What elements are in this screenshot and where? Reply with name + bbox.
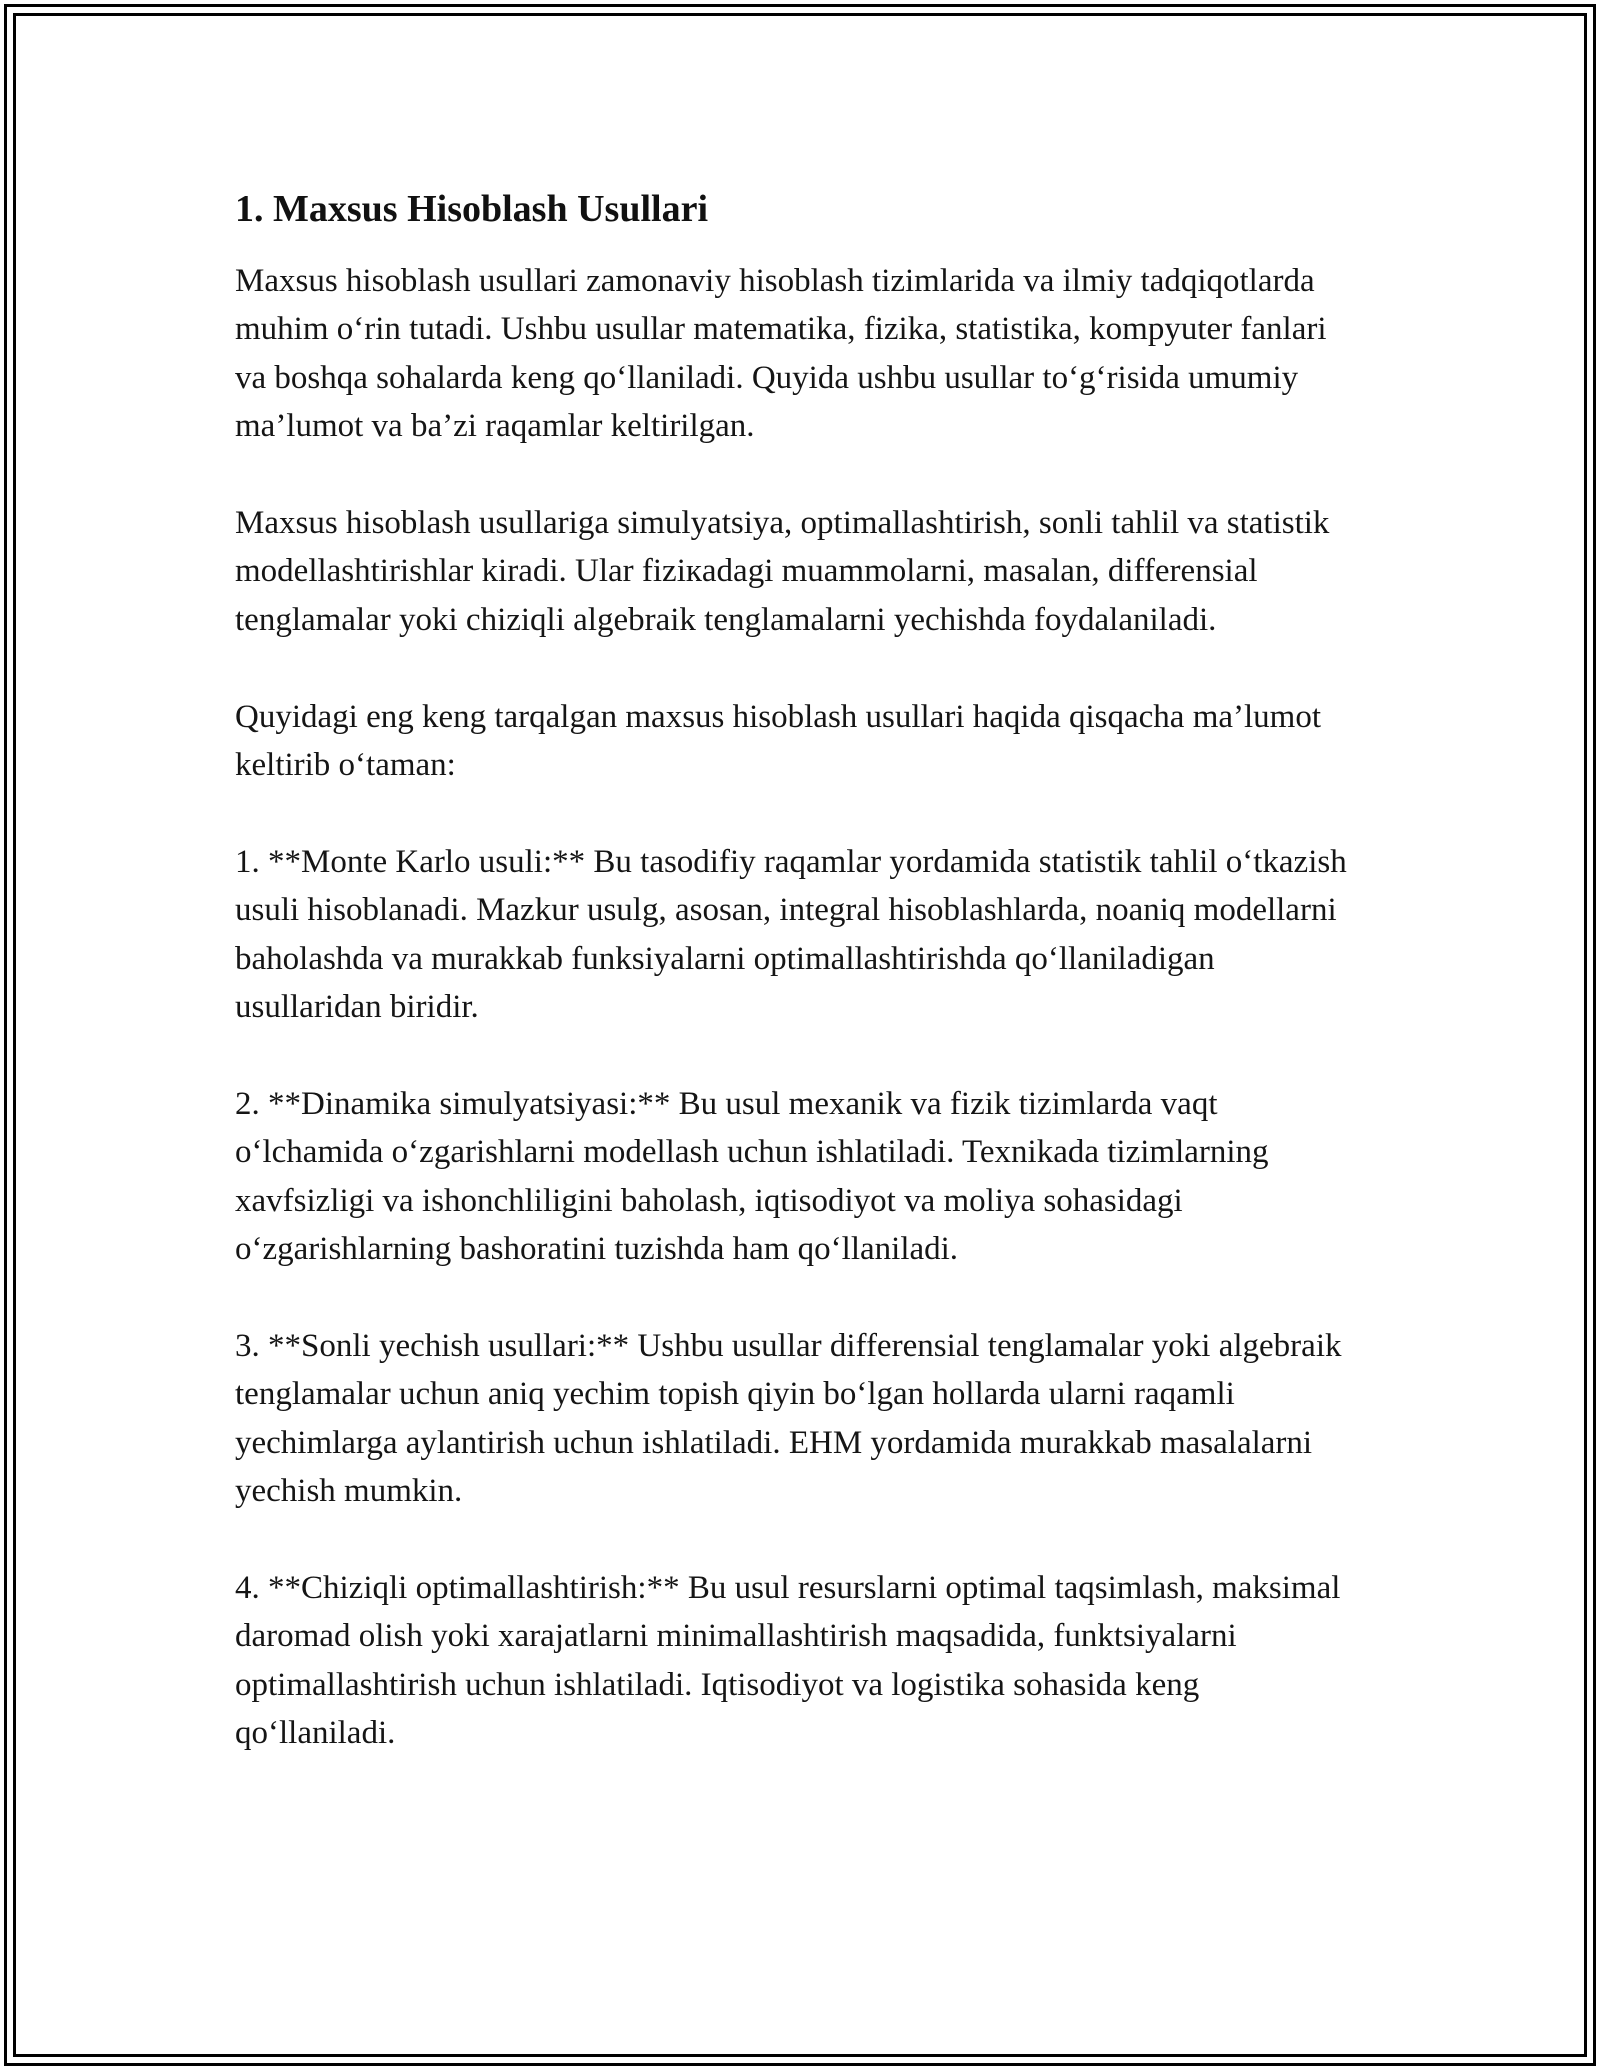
list-item-dynamics-simulation: 2. **Dinamika simulyatsiyasi:** Bu usul mexanik va fizik tizimlarda vaqt o‘lchamida o‘zgarishlarni modellash uchun ishlatiladi. Texnikada tizimlarning xavfsizligi va ishonchliligini baholash, iqtisodiyot va moliya sohasidagi o‘zgarishlarning bashoratini tuzishda ham qo‘llaniladi. [235, 1085, 1269, 1268]
paragraph-list-intro: Quyidagi eng keng tarqalgan maxsus hisoblash usullari haqida qisqacha ma’lumot keltirib o‘taman: [235, 698, 1322, 784]
list-item-linear-optimization: 4. **Chiziqli optimallashtirish:** Bu usul resurslarni optimal taqsimlash, maksimal daromad olish yoki xarajatlarni minimallashtirish maqsadida, funktsiyalarni optimallashtirish uchun ishlatiladi. Iqtisodiyot va logistika sohasida keng qo‘llaniladi. [235, 1569, 1341, 1752]
paragraph-intro: Maxsus hisoblash usullari zamonaviy hisoblash tizimlarida va ilmiy tadqiqotlarda muhim o‘rin tutadi. Ushbu usullar matematika, fizika, statistika, kompyuter fanlari va boshqa sohalarda keng qo‘llaniladi. Quyida ushbu usullar to‘g‘risida umumiy ma’lumot va ba’zi raqamlar keltirilgan. [235, 263, 1327, 445]
document-body [235, 185, 1365, 1806]
section-title: 1. Maxsus Hisoblash Usullari [235, 188, 708, 230]
paragraph-methods-overview: Maxsus hisoblash usullariga simulyatsiya, optimallashtirish, sonli tahlil va statistik modellashtirishlar kiradi. Ular fiziкadagi muammolarni, masalan, differensial tenglamalar yoki chiziqli algebraik tenglamalarni yechishda foydalaniladi. [235, 505, 1330, 638]
list-item-numerical-methods: 3. **Sonli yechish usullari:** Ushbu usullar differensial tenglamalar yoki algebraik tenglamalar uchun aniq yechim topish qiyin bo‘lgan hollarda ularni raqamli yechimlarga aylantirish uchun ishlatiladi. EHM yordamida murakkab masalalarni yechish mumkin. [235, 1327, 1342, 1510]
list-item-monte-carlo: 1. **Monte Karlo usuli:** Bu tasodifiy raqamlar yordamida statistik tahlil o‘tkazish usuli hisoblanadi. Mazkur usulg, asosan, integral hisoblashlarda, noaniq modellarni baholashda va murakkab funksiyalarni optimallashtirishda qo‘llaniladigan usullaridan biridir. [235, 843, 1347, 1026]
